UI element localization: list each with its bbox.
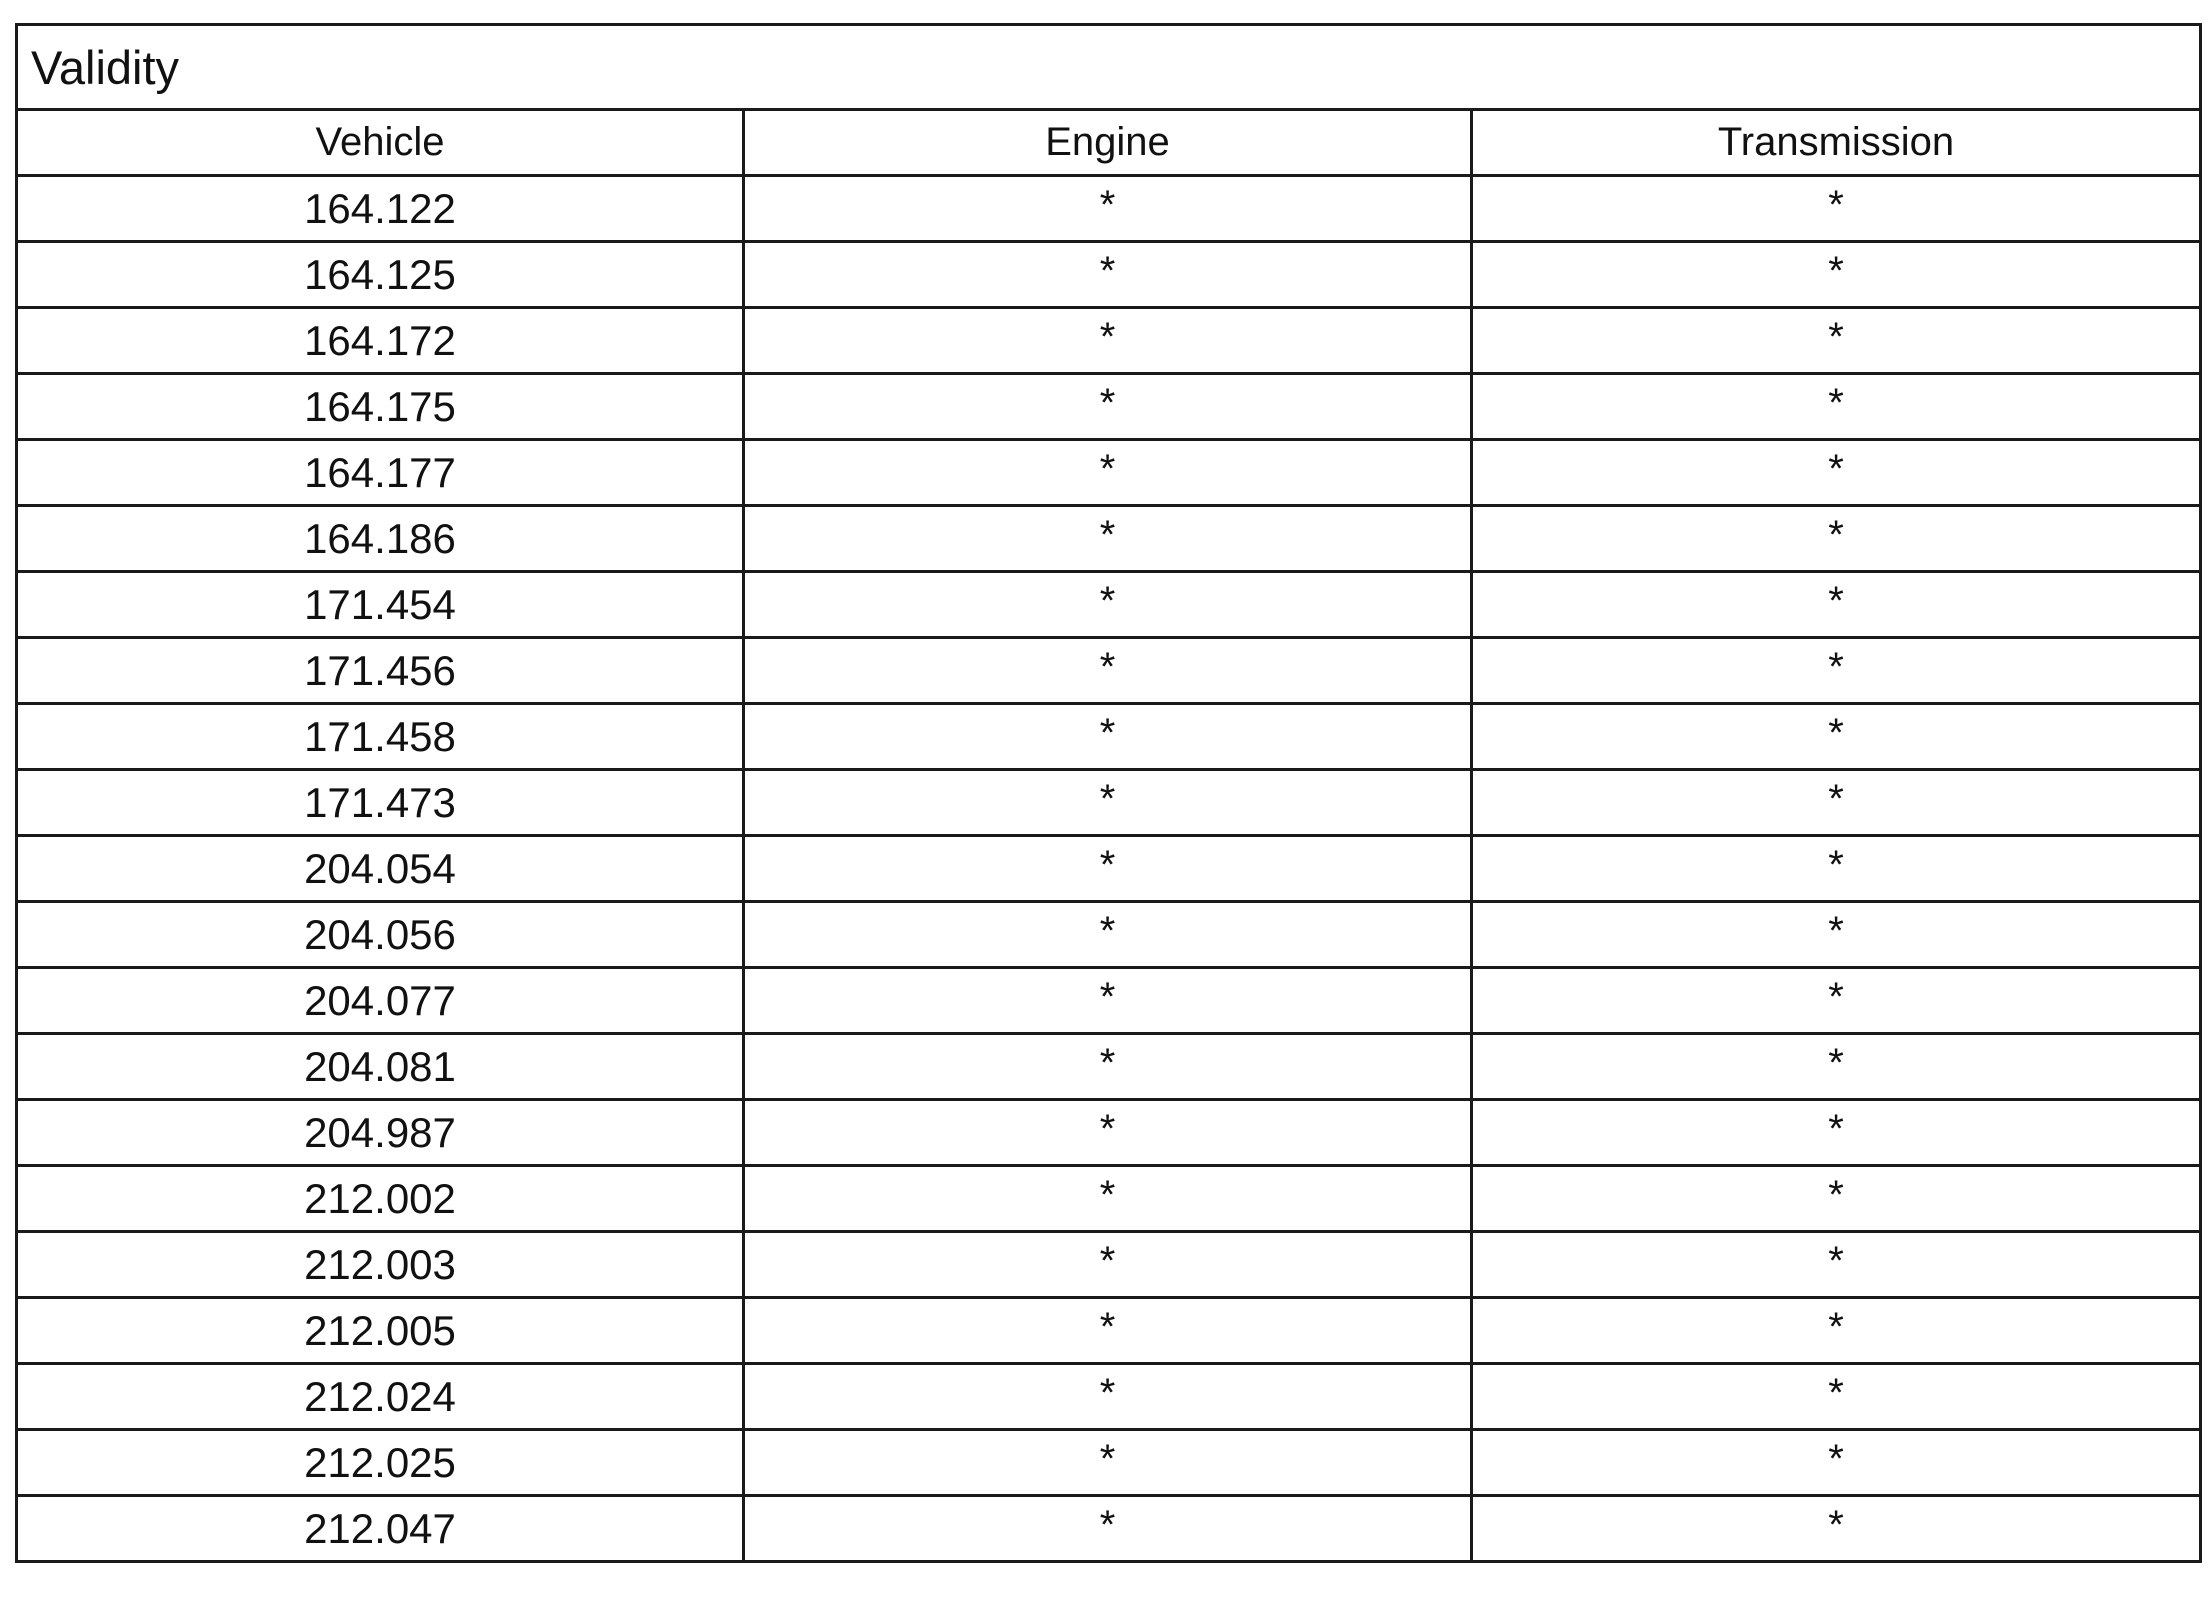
vehicle-cell: 171.473 <box>17 770 744 836</box>
vehicle-cell: 164.122 <box>17 176 744 242</box>
table-body <box>17 176 2201 1562</box>
validity-table <box>15 23 2202 1563</box>
transmission-cell: * <box>1472 440 2201 506</box>
table-row <box>17 1232 2201 1298</box>
engine-cell: * <box>744 770 1472 836</box>
column-header-transmission: Transmission <box>1472 110 2201 176</box>
transmission-cell: * <box>1472 704 2201 770</box>
transmission-cell: * <box>1472 1298 2201 1364</box>
table-row <box>17 902 2201 968</box>
table-row <box>17 440 2201 506</box>
vehicle-cell: 164.172 <box>17 308 744 374</box>
engine-cell: * <box>744 1034 1472 1100</box>
engine-cell: * <box>744 902 1472 968</box>
engine-cell: * <box>744 1100 1472 1166</box>
table-title: Validity <box>17 25 2201 110</box>
table-row <box>17 1496 2201 1562</box>
transmission-cell: * <box>1472 1232 2201 1298</box>
transmission-cell: * <box>1472 374 2201 440</box>
engine-cell: * <box>744 440 1472 506</box>
transmission-cell: * <box>1472 572 2201 638</box>
transmission-cell: * <box>1472 968 2201 1034</box>
table-row <box>17 1430 2201 1496</box>
table-row <box>17 308 2201 374</box>
transmission-cell: * <box>1472 770 2201 836</box>
engine-cell: * <box>744 638 1472 704</box>
engine-cell: * <box>744 308 1472 374</box>
table-row <box>17 1166 2201 1232</box>
transmission-cell: * <box>1472 308 2201 374</box>
transmission-cell: * <box>1472 1430 2201 1496</box>
vehicle-cell: 204.056 <box>17 902 744 968</box>
table-row <box>17 1034 2201 1100</box>
transmission-cell: * <box>1472 836 2201 902</box>
vehicle-cell: 212.025 <box>17 1430 744 1496</box>
transmission-cell: * <box>1472 176 2201 242</box>
vehicle-cell: 204.054 <box>17 836 744 902</box>
engine-cell: * <box>744 176 1472 242</box>
transmission-cell: * <box>1472 1364 2201 1430</box>
vehicle-cell: 164.125 <box>17 242 744 308</box>
table-row <box>17 968 2201 1034</box>
engine-cell: * <box>744 506 1472 572</box>
engine-cell: * <box>744 704 1472 770</box>
vehicle-cell: 164.177 <box>17 440 744 506</box>
engine-cell: * <box>744 836 1472 902</box>
engine-cell: * <box>744 1298 1472 1364</box>
vehicle-cell: 171.454 <box>17 572 744 638</box>
table-row <box>17 1100 2201 1166</box>
header-row <box>17 110 2201 176</box>
vehicle-cell: 171.458 <box>17 704 744 770</box>
table-row <box>17 1364 2201 1430</box>
engine-cell: * <box>744 572 1472 638</box>
vehicle-cell: 204.987 <box>17 1100 744 1166</box>
transmission-cell: * <box>1472 1166 2201 1232</box>
table-row <box>17 1298 2201 1364</box>
table-row <box>17 572 2201 638</box>
engine-cell: * <box>744 1496 1472 1562</box>
table-row <box>17 374 2201 440</box>
title-row <box>17 25 2201 110</box>
engine-cell: * <box>744 1430 1472 1496</box>
vehicle-cell: 164.175 <box>17 374 744 440</box>
table-row <box>17 704 2201 770</box>
engine-cell: * <box>744 968 1472 1034</box>
engine-cell: * <box>744 1166 1472 1232</box>
column-header-engine: Engine <box>744 110 1472 176</box>
transmission-cell: * <box>1472 902 2201 968</box>
transmission-cell: * <box>1472 1100 2201 1166</box>
vehicle-cell: 171.456 <box>17 638 744 704</box>
vehicle-cell: 212.003 <box>17 1232 744 1298</box>
engine-cell: * <box>744 242 1472 308</box>
vehicle-cell: 204.077 <box>17 968 744 1034</box>
vehicle-cell: 204.081 <box>17 1034 744 1100</box>
table-row <box>17 638 2201 704</box>
column-header-vehicle: Vehicle <box>17 110 744 176</box>
table-row <box>17 242 2201 308</box>
table-row <box>17 770 2201 836</box>
transmission-cell: * <box>1472 506 2201 572</box>
engine-cell: * <box>744 374 1472 440</box>
engine-cell: * <box>744 1232 1472 1298</box>
transmission-cell: * <box>1472 1496 2201 1562</box>
transmission-cell: * <box>1472 638 2201 704</box>
vehicle-cell: 212.024 <box>17 1364 744 1430</box>
engine-cell: * <box>744 1364 1472 1430</box>
table-row <box>17 506 2201 572</box>
transmission-cell: * <box>1472 242 2201 308</box>
vehicle-cell: 212.005 <box>17 1298 744 1364</box>
vehicle-cell: 164.186 <box>17 506 744 572</box>
transmission-cell: * <box>1472 1034 2201 1100</box>
table-row <box>17 176 2201 242</box>
vehicle-cell: 212.002 <box>17 1166 744 1232</box>
vehicle-cell: 212.047 <box>17 1496 744 1562</box>
table-row <box>17 836 2201 902</box>
